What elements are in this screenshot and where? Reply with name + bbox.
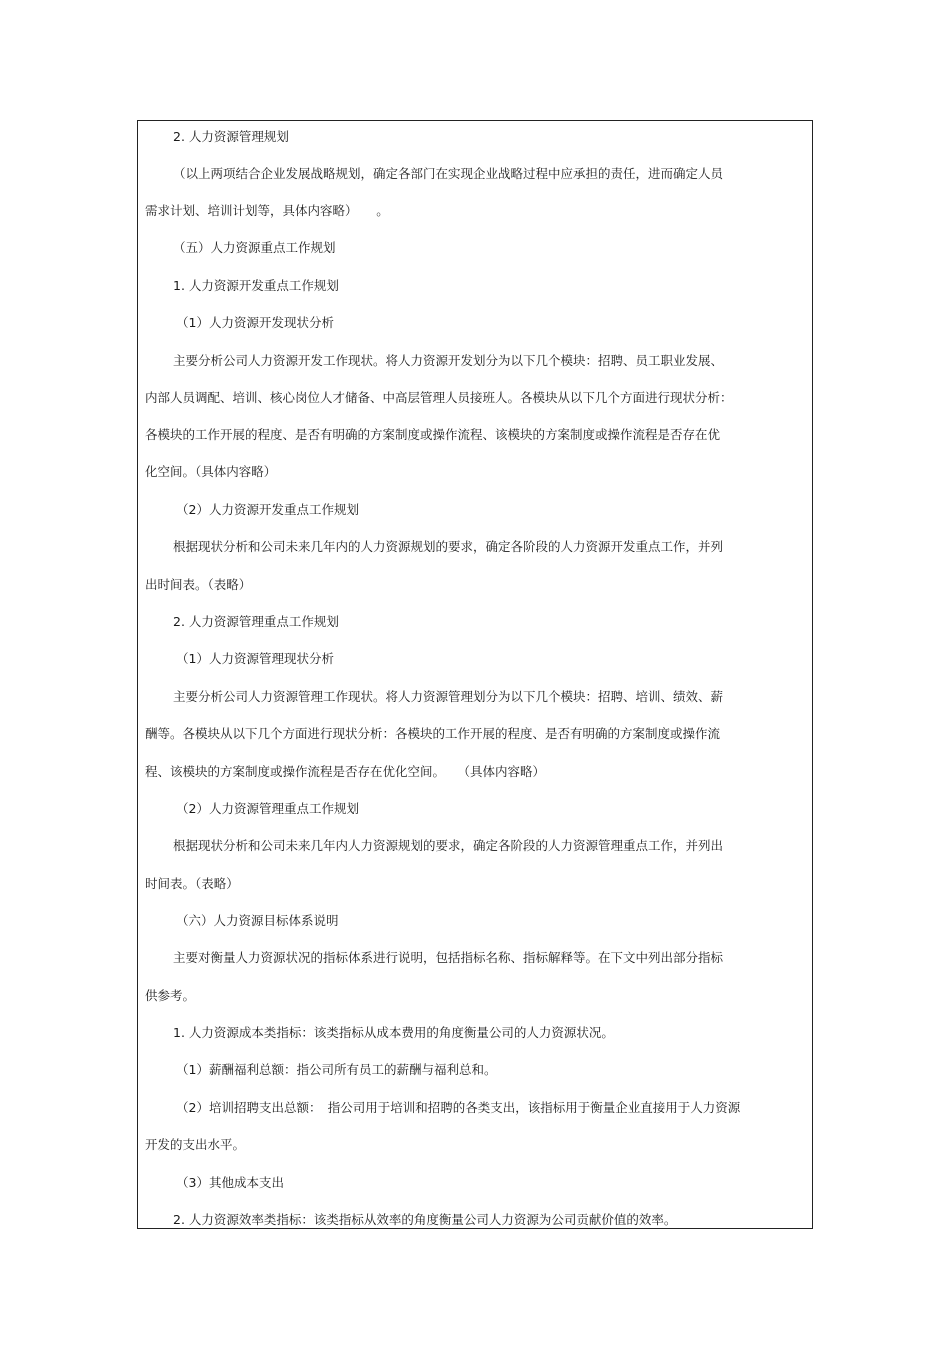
paragraph-line: 供参考。: [145, 988, 196, 1003]
heading-efficiency-indicators: 2. 人力资源效率类指标：该类指标从效率的角度衡量公司人力资源为公司贡献价值的效率。: [173, 1212, 677, 1227]
item-salary-welfare: （1）薪酬福利总额：指公司所有员工的薪酬与福利总和。: [176, 1062, 497, 1077]
heading-hr-management-key-work: 2. 人力资源管理重点工作规划: [173, 614, 339, 629]
heading-cost-indicators: 1. 人力资源成本类指标：该类指标从成本费用的角度衡量公司的人力资源状况。: [173, 1025, 614, 1040]
heading-hr-management-plan: 2. 人力资源管理规划: [173, 129, 289, 144]
section-heading-6: （六）人力资源目标体系说明: [176, 913, 339, 928]
paragraph-line: 时间表。（表略）: [145, 876, 239, 891]
paragraph-line: 酬等。各模块从以下几个方面进行现状分析：各模块的工作开展的程度、是否有明确的方案制度或操作流: [145, 726, 721, 741]
paragraph-line: 出时间表。（表略）: [145, 577, 252, 592]
paragraph-line: 根据现状分析和公司未来几年内人力资源规划的要求，确定各阶段的人力资源管理重点工作，并列出: [173, 838, 724, 853]
section-heading-5: （五）人力资源重点工作规划: [173, 240, 336, 255]
paragraph-line: 化空间。（具体内容略）: [145, 464, 277, 479]
paragraph-line: 程、该模块的方案制度或操作流程是否存在优化空间。 （具体内容略）: [145, 764, 546, 779]
paragraph-line: 开发的支出水平。: [145, 1137, 246, 1152]
heading-hr-development-key-work: 1. 人力资源开发重点工作规划: [173, 278, 339, 293]
paragraph-line: 需求计划、培训计划等，具体内容略） 。: [145, 203, 389, 218]
paragraph-line: 内部人员调配、培训、核心岗位人才储备、中高层管理人员接班人。各模块从以下几个方面进行现状分析：: [145, 390, 733, 405]
paragraph-line: 根据现状分析和公司未来几年内的人力资源规划的要求，确定各阶段的人力资源开发重点工作，并列: [173, 539, 724, 554]
subheading-management-status: （1）人力资源管理现状分析: [176, 651, 334, 666]
paragraph-line: 主要分析公司人力资源开发工作现状。将人力资源开发划分为以下几个模块：招聘、员工职业发展、: [173, 353, 724, 368]
subheading-development-status: （1）人力资源开发现状分析: [176, 315, 334, 330]
item-training-recruiting: （2）培训招聘支出总额： 指公司用于培训和招聘的各类支出，该指标用于衡量企业直接用于人力资源: [176, 1100, 741, 1115]
paragraph-line: （以上两项结合企业发展战略规划，确定各部门在实现企业战略过程中应承担的责任，进而确定人员: [173, 166, 724, 181]
paragraph-line: 各模块的工作开展的程度、是否有明确的方案制度或操作流程、该模块的方案制度或操作流程是否存在优: [145, 427, 721, 442]
paragraph-line: 主要对衡量人力资源状况的指标体系进行说明，包括指标名称、指标解释等。在下文中列出部分指标: [173, 950, 724, 965]
paragraph-line: 主要分析公司人力资源管理工作现状。将人力资源管理划分为以下几个模块：招聘、培训、绩效、薪: [173, 689, 724, 704]
subheading-development-key-work: （2）人力资源开发重点工作规划: [176, 502, 359, 517]
subheading-management-key-work: （2）人力资源管理重点工作规划: [176, 801, 359, 816]
item-other-costs: （3）其他成本支出: [176, 1175, 284, 1190]
